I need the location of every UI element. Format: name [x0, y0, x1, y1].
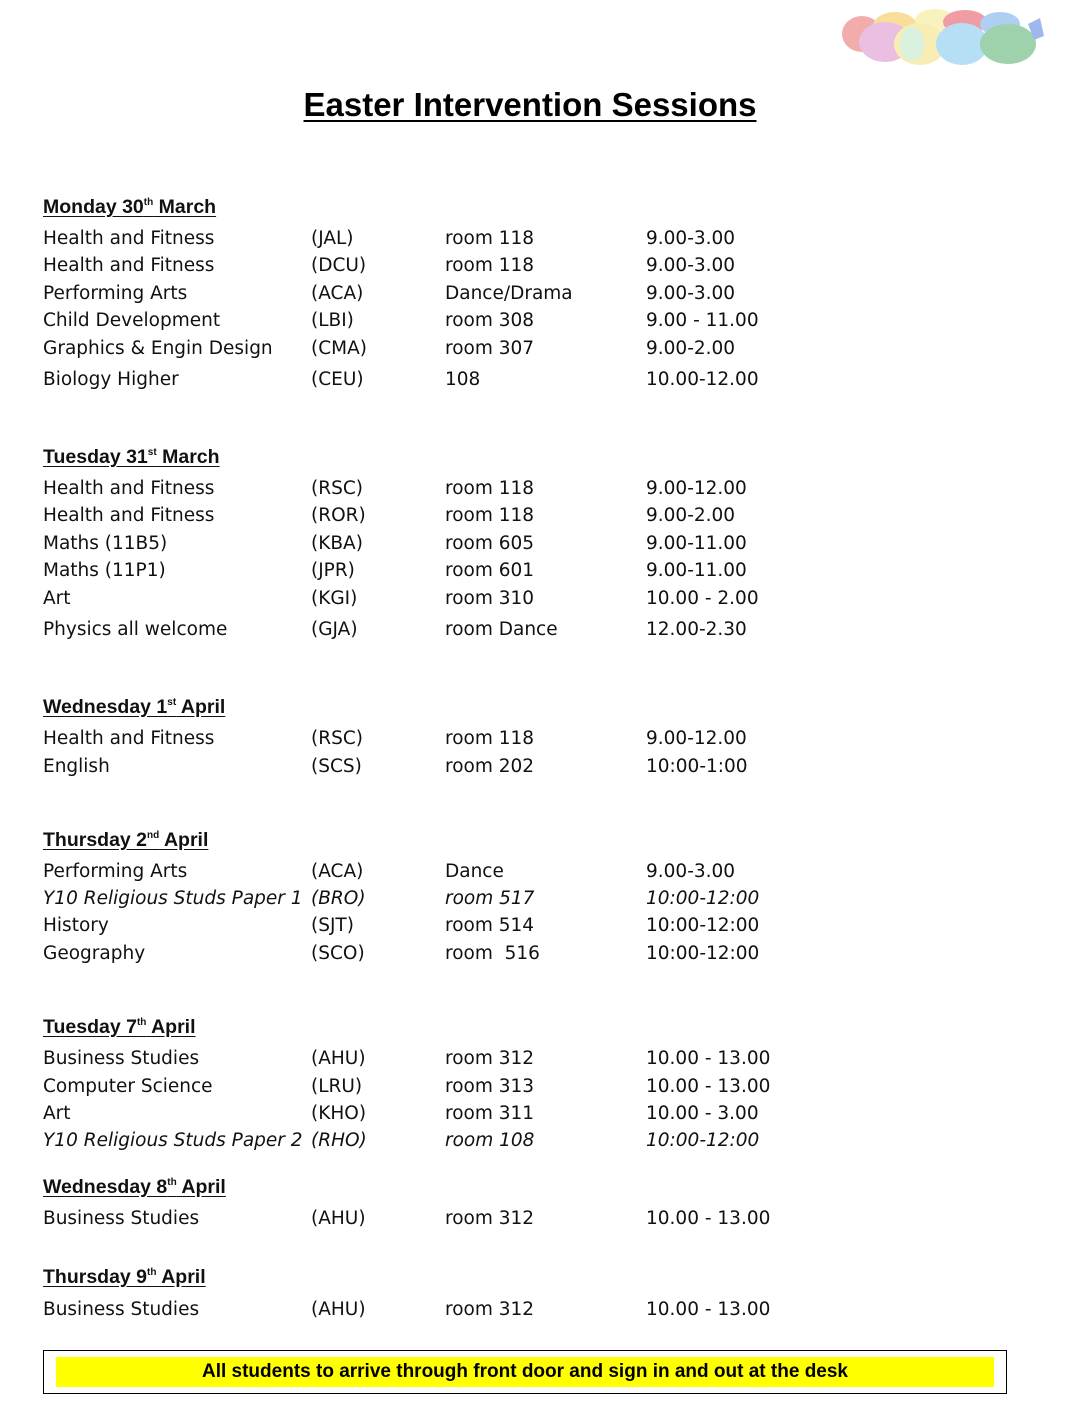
day-ordinal-suffix: th: [136, 1017, 147, 1028]
session-room: room 118: [445, 255, 535, 276]
session-time: 10.00 - 13.00: [646, 1076, 771, 1097]
session-room: room 312: [445, 1208, 535, 1229]
session-row: [0, 310, 1000, 334]
session-subject: Art: [43, 588, 71, 609]
session-time: 9.00-11.00: [646, 533, 747, 554]
session-time: 10:00-12:00: [646, 888, 760, 909]
session-time: 9.00-12.00: [646, 728, 747, 749]
session-subject: Health and Fitness: [43, 478, 215, 499]
session-staff: (RHO): [311, 1130, 367, 1151]
session-subject: Computer Science: [43, 1076, 213, 1097]
session-row: [0, 943, 1000, 967]
session-row: [0, 756, 1000, 780]
session-room: room 516: [445, 943, 540, 964]
session-staff: (ACA): [311, 861, 364, 882]
session-row: [0, 1130, 1000, 1154]
day-heading-month: April: [159, 829, 209, 851]
session-row: [0, 861, 1000, 885]
session-time: 9.00-2.00: [646, 338, 736, 359]
session-time: 10.00 - 13.00: [646, 1299, 771, 1320]
session-room: room 313: [445, 1076, 535, 1097]
session-subject: Health and Fitness: [43, 228, 215, 249]
notice-text: All students to arrive through front door and sign in and out at the desk: [56, 1357, 994, 1387]
day-ordinal-suffix: th: [167, 1177, 177, 1188]
session-row: [0, 533, 1000, 557]
day-ordinal-suffix: th: [147, 1267, 157, 1278]
session-room: room 310: [445, 588, 535, 609]
session-time: 10:00-1:00: [646, 756, 748, 777]
session-room: room 118: [445, 728, 535, 749]
session-staff: (KBA): [311, 533, 363, 554]
session-staff: (AHU): [311, 1299, 366, 1320]
day-ordinal-suffix: th: [143, 197, 154, 208]
session-staff: (AHU): [311, 1048, 366, 1069]
session-row: [0, 588, 1000, 612]
session-room: room 118: [445, 478, 535, 499]
session-staff: (DCU): [311, 255, 367, 276]
day-ordinal-suffix: nd: [147, 830, 160, 841]
session-staff: (LRU): [311, 1076, 363, 1097]
day-heading: [43, 696, 225, 719]
session-staff: (ROR): [311, 505, 366, 526]
day-heading-text: Wednesday 1: [43, 696, 168, 718]
session-row: [0, 478, 1000, 502]
session-time: 9.00-3.00: [646, 283, 736, 304]
session-time: 9.00-11.00: [646, 560, 747, 581]
session-subject: Y10 Religious Studs Paper 2: [43, 1130, 303, 1151]
notice-box: [43, 1350, 1007, 1394]
day-ordinal-suffix: st: [167, 697, 177, 708]
session-staff: (KHO): [311, 1103, 367, 1124]
session-row: [0, 619, 1000, 643]
day-heading: [43, 1266, 206, 1289]
session-subject: Maths (11B5): [43, 533, 168, 554]
session-time: 10:00-12:00: [646, 1130, 760, 1151]
session-staff: (SCS): [311, 756, 362, 777]
session-staff: (LBI): [311, 310, 354, 331]
session-room: Dance/Drama: [445, 283, 573, 304]
session-time: 10:00-12:00: [646, 943, 760, 964]
day-heading-text: Monday 30: [43, 196, 144, 218]
session-time: 10.00-12.00: [646, 369, 759, 390]
session-time: 10.00 - 3.00: [646, 1103, 759, 1124]
session-subject: English: [43, 756, 110, 777]
session-row: [0, 338, 1000, 362]
session-room: room Dance: [445, 619, 558, 640]
session-row: [0, 560, 1000, 584]
day-heading-month: April: [146, 1016, 196, 1038]
session-room: room 312: [445, 1048, 535, 1069]
session-staff: (SJT): [311, 915, 354, 936]
day-heading-month: April: [156, 1266, 206, 1288]
session-room: room 202: [445, 756, 535, 777]
session-row: [0, 1208, 1000, 1232]
session-row: [0, 1048, 1000, 1072]
day-ordinal-suffix: st: [147, 447, 157, 458]
day-heading-month: March: [153, 196, 217, 218]
session-subject: Business Studies: [43, 1299, 200, 1320]
day-heading-month: April: [176, 1176, 226, 1198]
session-time: 9.00-3.00: [646, 861, 736, 882]
session-subject: Business Studies: [43, 1208, 200, 1229]
day-heading: [43, 1176, 226, 1199]
session-row: [0, 283, 1000, 307]
session-room: room 108: [445, 1130, 535, 1151]
day-heading: [43, 829, 208, 852]
day-heading-text: Thursday 9: [43, 1266, 148, 1288]
session-staff: (SCO): [311, 943, 365, 964]
session-subject: Child Development: [43, 310, 221, 331]
session-room: room 311: [445, 1103, 535, 1124]
session-staff: (RSC): [311, 478, 363, 499]
day-heading: [43, 1016, 196, 1039]
session-subject: Business Studies: [43, 1048, 200, 1069]
day-heading-text: Tuesday 31: [43, 446, 148, 468]
session-row: [0, 728, 1000, 752]
session-subject: Health and Fitness: [43, 728, 215, 749]
session-time: 10.00 - 2.00: [646, 588, 759, 609]
session-time: 10:00-12:00: [646, 915, 760, 936]
session-subject: Health and Fitness: [43, 505, 215, 526]
session-row: [0, 255, 1000, 279]
session-row: [0, 888, 1000, 912]
session-time: 12.00-2.30: [646, 619, 747, 640]
session-staff: (BRO): [311, 888, 366, 909]
session-staff: (JPR): [311, 560, 355, 581]
session-time: 9.00 - 11.00: [646, 310, 759, 331]
session-staff: (CMA): [311, 338, 367, 359]
session-subject: Biology Higher: [43, 369, 179, 390]
session-room: room 118: [445, 228, 535, 249]
day-heading-text: Thursday 2: [43, 829, 148, 851]
day-heading-text: Tuesday 7: [43, 1016, 137, 1038]
session-room: room 605: [445, 533, 535, 554]
session-subject: Graphics & Engin Design: [43, 338, 273, 359]
session-time: 10.00 - 13.00: [646, 1048, 771, 1069]
session-subject: Performing Arts: [43, 861, 188, 882]
session-room: room 514: [445, 915, 535, 936]
session-time: 9.00-12.00: [646, 478, 747, 499]
session-room: room 601: [445, 560, 535, 581]
day-heading-text: Wednesday 8: [43, 1176, 168, 1198]
session-subject: Geography: [43, 943, 146, 964]
day-heading-month: April: [176, 696, 226, 718]
session-row: [0, 1299, 1000, 1323]
day-heading-month: March: [156, 446, 220, 468]
session-subject: Health and Fitness: [43, 255, 215, 276]
session-room: room 312: [445, 1299, 535, 1320]
session-subject: Y10 Religious Studs Paper 1: [43, 888, 303, 909]
session-time: 9.00-2.00: [646, 505, 736, 526]
session-room: Dance: [445, 861, 504, 882]
session-staff: (AHU): [311, 1208, 366, 1229]
session-row: [0, 228, 1000, 252]
session-subject: Art: [43, 1103, 71, 1124]
session-staff: (JAL): [311, 228, 354, 249]
easter-eggs-icon: [840, 6, 1046, 66]
session-room: room 307: [445, 338, 535, 359]
session-time: 10.00 - 13.00: [646, 1208, 771, 1229]
session-row: [0, 369, 1000, 393]
session-subject: History: [43, 915, 109, 936]
session-room: 108: [445, 369, 481, 390]
session-staff: (ACA): [311, 283, 364, 304]
session-room: room 308: [445, 310, 535, 331]
session-row: [0, 1103, 1000, 1127]
session-staff: (KGI): [311, 588, 358, 609]
session-time: 9.00-3.00: [646, 228, 736, 249]
day-heading: [43, 446, 220, 469]
day-heading: [43, 196, 216, 219]
session-row: [0, 915, 1000, 939]
page-title: Easter Intervention Sessions: [303, 86, 757, 123]
session-staff: (CEU): [311, 369, 364, 390]
session-subject: Physics all welcome: [43, 619, 228, 640]
session-room: room 118: [445, 505, 535, 526]
session-staff: (GJA): [311, 619, 358, 640]
session-time: 9.00-3.00: [646, 255, 736, 276]
session-subject: Maths (11P1): [43, 560, 166, 581]
session-row: [0, 1076, 1000, 1100]
session-room: room 517: [445, 888, 535, 909]
session-staff: (RSC): [311, 728, 363, 749]
session-subject: Performing Arts: [43, 283, 188, 304]
session-row: [0, 505, 1000, 529]
